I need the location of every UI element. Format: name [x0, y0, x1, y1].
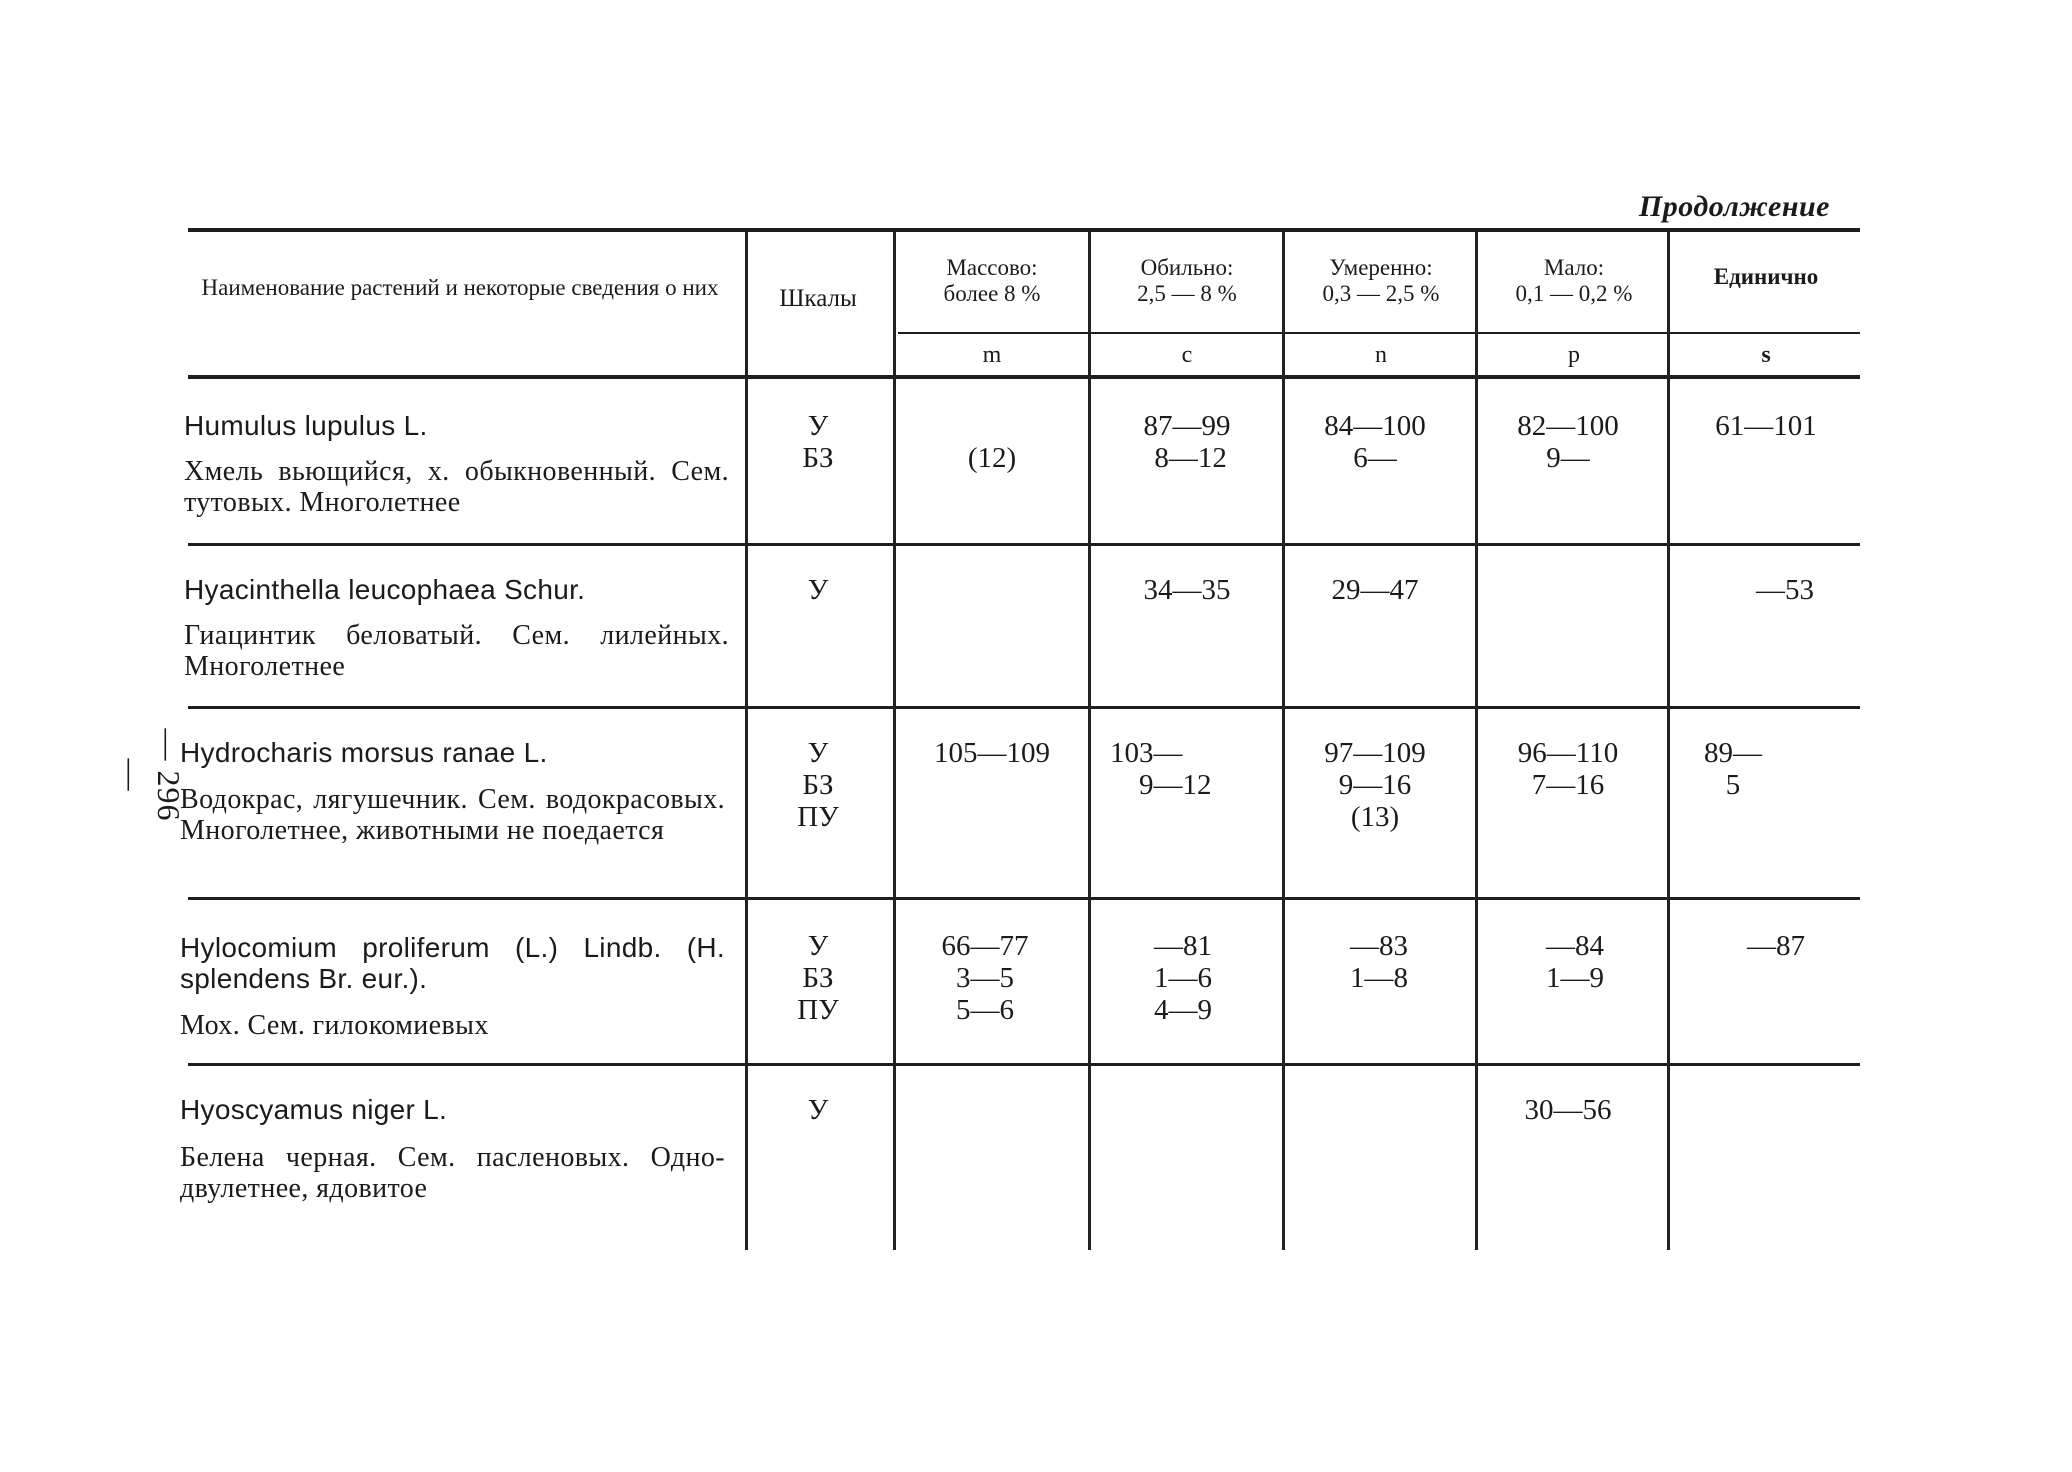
row-description: Белена черная. Сем. пасленовых. Одно-двулетнее, ядовитое — [180, 1142, 725, 1204]
code-c: c — [1181, 342, 1193, 368]
code-s: s — [1761, 342, 1771, 368]
row-description: Гиацинтик беловатый. Сем. лилейных. Многолетнее — [184, 620, 729, 682]
row-scales: У БЗ ПУ — [797, 737, 839, 833]
value-s: —53 — [1756, 574, 1814, 606]
value-n: 84—100 6— — [1324, 410, 1426, 474]
page-number: — 296 — — [114, 728, 187, 822]
column-line — [1088, 232, 1091, 1250]
value-n: 97—109 9—16 (13) — [1324, 737, 1426, 833]
value-n: 29—47 — [1331, 574, 1419, 606]
row-description: Водокрас, лягушечник. Сем. водокрасовых. Многолетнее, животными не поедается — [180, 784, 725, 846]
row-scales: У — [807, 574, 829, 606]
row-latin-name: Humulus lupulus L. — [184, 410, 428, 441]
value-p: 96—110 7—16 — [1517, 737, 1619, 801]
row-latin-name: Hydrocharis morsus ranae L. — [180, 737, 548, 768]
header-few: Мало: 0,1 — 0,2 % — [1515, 255, 1633, 306]
header-single: Единично — [1713, 264, 1819, 289]
row-divider — [188, 1063, 1860, 1066]
code-m: m — [982, 342, 1002, 368]
header-scales: Шкалы — [779, 285, 857, 312]
value-c: 103— 9—12 — [1110, 737, 1212, 801]
value-p: —84 1—9 — [1546, 930, 1604, 994]
header-moderate: Умеренно: 0,3 — 2,5 % — [1322, 255, 1440, 306]
row-description: Хмель вьющийся, х. обыкновенный. Сем. тутовых. Многолетнее — [184, 456, 729, 518]
row-divider — [188, 897, 1860, 900]
value-p: 30—56 — [1524, 1094, 1612, 1126]
code-p: p — [1568, 342, 1580, 368]
row-description: Мох. Сем. гилокомиевых — [180, 1010, 489, 1041]
value-c: 34—35 — [1143, 574, 1231, 606]
row-scales: У БЗ ПУ — [797, 930, 839, 1026]
table-top-rule — [188, 228, 1860, 232]
value-s: —87 — [1747, 930, 1805, 962]
value-m: (12) — [967, 442, 1017, 474]
row-latin-name: Hyoscyamus niger L. — [180, 1094, 448, 1125]
value-c: —81 1—6 4—9 — [1154, 930, 1212, 1026]
header-mass: Массово: более 8 % — [943, 255, 1041, 306]
row-latin-name: Hyacinthella leucophaea Schur. — [184, 574, 586, 605]
row-scales: У БЗ — [802, 410, 834, 474]
value-p: 82—100 9— — [1517, 410, 1619, 474]
value-s: 61—101 — [1715, 410, 1817, 442]
value-m: 105—109 — [934, 737, 1050, 769]
header-plant-name: Наименование растений и некоторые сведения о них — [201, 275, 719, 300]
value-m: 66—77 3—5 5—6 — [941, 930, 1029, 1026]
continuation-label: Продолжение — [1638, 190, 1830, 223]
column-line — [893, 232, 896, 1250]
code-n: n — [1375, 342, 1387, 368]
value-s: 89— 5 — [1704, 737, 1762, 801]
row-scales: У — [807, 1094, 829, 1126]
value-c: 87—99 8—12 — [1143, 410, 1231, 474]
header-bottom-rule — [188, 375, 1860, 379]
value-n: —83 1—8 — [1350, 930, 1408, 994]
header-sub-rule — [898, 332, 1860, 334]
row-divider — [188, 706, 1860, 709]
row-divider — [188, 543, 1860, 546]
row-latin-name: Hylocomium proliferum (L.) Lindb. (H. splendens Br. eur.). — [180, 932, 725, 994]
header-abundant: Обильно: 2,5 — 8 % — [1137, 255, 1237, 306]
